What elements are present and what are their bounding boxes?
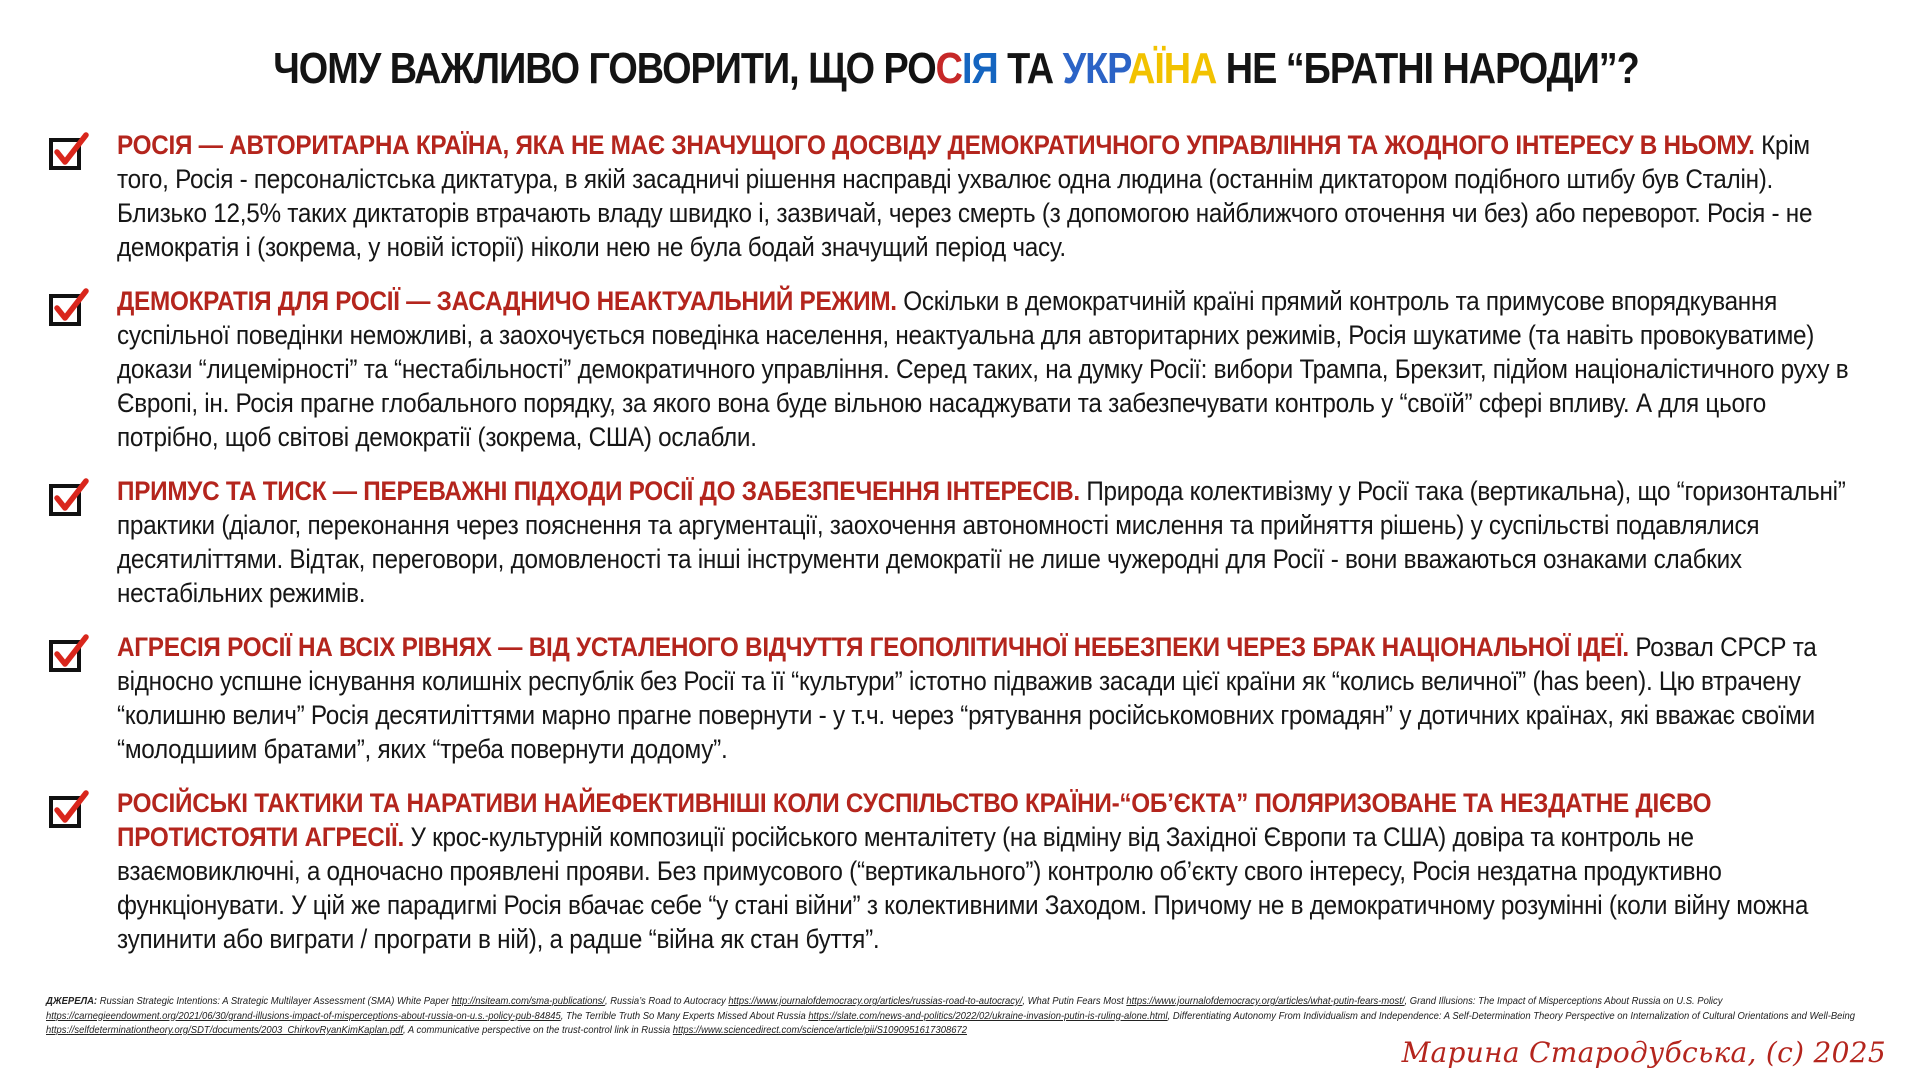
- point-body: Природа колективізму у Росії така (вертикальна), що “горизонтальні” практики (діалог, переконання через пояснення та аргументації, заохочення автономності мислення та прийняття рішень) у суспільстві подавлялися десятиліттями. Відтак, переговори, домовленості та інші інструменти демократії не лише чужеродні для Росії - вони вважаються ознаками слабких нестабільних режимів.: [117, 476, 1846, 608]
- point-item: [0, 128, 1912, 264]
- title-russia-part-a: РО: [883, 44, 936, 93]
- point-text: [117, 630, 1868, 766]
- source-title: , Russia’s Road to Autocracy: [604, 995, 729, 1007]
- source-title: , A communicative perspective on the trust-control link in Russia: [403, 1024, 673, 1036]
- point-body: Оскільки в демократчиній країні прямий контроль та примусове впорядкування суспільної поведінки неможливі, а заохочується поведінка населення, неактуальна для авторитарних режимів, Росія шукатиме (та навіть провокуватиме) докази “лицемірності” та “нестабільності” демократичного управління. Серед таких, на думку Росії: вибори Трампа, Брекзит, підйом націоналістичного руху в Європі, ін. Росія прагне глобального порядку, за якого вона буде вільною насаджувати та забезпечувати контроль у “своїй” сфері впливу. А для цього потрібно, щоб світові демократії (зокрема, США) ослабли.: [117, 286, 1849, 452]
- source-title: , What Putin Fears Most: [1022, 995, 1127, 1007]
- point-text: [117, 128, 1868, 264]
- checkbox-checked-icon: [48, 288, 90, 330]
- checkbox-checked-icon: [48, 634, 90, 676]
- title-part-3: НЕ “БРАТНІ НАРОДИ”?: [1216, 44, 1639, 93]
- point-item: [0, 630, 1912, 766]
- title-part-2: ТА: [997, 44, 1063, 93]
- checkbox-checked-icon: [48, 478, 90, 520]
- point-body: У крос-культурній композиції російського менталітету (на відміну від Західної Європи та США) довіра та контроль не взаємовиключні, а одночасно проявлені прояви. Без примусового (“вертикального”) контролю об’єкту свого інтересу, Росія нездатна продуктивно функціонувати. У цій же парадигмі Росія вбачає себе “у стані війни” з колективними Заходом. Причому не в демократичному розумінні (коли війну можна зупинити або виграти / програти в ній), а радше “війна як стан буття”.: [117, 822, 1809, 954]
- point-text: [117, 786, 1868, 956]
- source-title: , Grand Illusions: The Impact of Misperceptions About Russia on U.S. Policy: [1404, 995, 1723, 1007]
- title-russia-part-b: С: [935, 44, 962, 93]
- source-link[interactable]: https://slate.com/news-and-politics/2022/02/ukraine-invasion-putin-is-ruling-alone.html: [808, 1009, 1168, 1022]
- point-heading: ПРИМУС ТА ТИСК — ПЕРЕВАЖНІ ПІДХОДИ РОСІЇ ДО ЗАБЕЗПЕЧЕННЯ ІНТЕРЕСІВ.: [117, 476, 1080, 506]
- source-link[interactable]: https://www.journalofdemocracy.org/articles/russias-road-to-autocracy/: [728, 995, 1023, 1007]
- point-heading: ДЕМОКРАТІЯ ДЛЯ РОСІЇ — ЗАСАДНИЧО НЕАКТУАЛЬНИЙ РЕЖИМ.: [117, 286, 897, 316]
- sources-block: [46, 994, 1891, 1038]
- title-russia-part-c: ІЯ: [961, 44, 998, 93]
- checkbox-checked-icon: [48, 790, 90, 832]
- source-title: Russian Strategic Intentions: A Strategic Multilayer Assessment (SMA) White Paper: [97, 995, 452, 1007]
- point-item: [0, 474, 1912, 610]
- source-link[interactable]: http://nsiteam.com/sma-publications/: [451, 995, 605, 1007]
- page-title: [134, 44, 1778, 94]
- title-part-1: ЧОМУ ВАЖЛИВО ГОВОРИТИ, ЩО: [273, 44, 884, 93]
- source-title: , Differentiating Autonomy From Individualism and Independence: A Self-Determination Theory Perspective on Internalization of Cultural Orientations and Well-Being: [1167, 1009, 1856, 1022]
- point-body: Розвал СРСР та відносно успшне існування колишніх республік без Росії та її “культури” істотно підважив засади цієї країни як “колись величної” (has been). Цю втрачену “колишню велич” Росія десятиліттями марно прагне повернути - у т.ч. через “рятування російськомовних громадян” у дотичних країнах, які вважає своїми “молодшиим братами”, яких “треба повернути додому”.: [117, 632, 1817, 764]
- source-link[interactable]: https://carnegieendowment.org/2021/06/30/grand-illusions-impact-of-misperceptions-about-russia-on-u.s.-policy-pub-84845: [46, 1009, 561, 1022]
- point-heading: АГРЕСІЯ РОСІЇ НА ВСІХ РІВНЯХ — ВІД УСТАЛЕНОГО ВІДЧУТТЯ ГЕОПОЛІТИЧНОЇ НЕБЕЗПЕКИ ЧЕРЕЗ БРАК НАЦІОНАЛЬНОЇ ІДЕЇ.: [117, 632, 1629, 662]
- source-link[interactable]: https://www.journalofdemocracy.org/articles/what-putin-fears-most/: [1126, 995, 1405, 1007]
- point-heading: РОСІЙСЬКІ ТАКТИКИ ТА НАРАТИВИ НАЙЕФЕКТИВНІШІ КОЛИ СУСПІЛЬСТВО КРАЇНИ-“ОБ’ЄКТА” ПОЛЯРИЗОВАНЕ ТА НЕЗДАТНЕ ДІЄВО ПРОТИСТОЯТИ АГРЕСІЇ.: [117, 788, 1712, 852]
- point-heading: РОСІЯ — АВТОРИТАРНА КРАЇНА, ЯКА НЕ МАЄ ЗНАЧУЩОГО ДОСВІДУ ДЕМОКРАТИЧНОГО УПРАВЛІННЯ ТА ЖОДНОГО ІНТЕРЕСУ В НЬОМУ.: [117, 130, 1755, 160]
- author-signature: Марина Стародубська, (с) 2025: [1401, 1036, 1886, 1069]
- point-text: [117, 284, 1868, 454]
- point-text: [117, 474, 1868, 610]
- sources-label: ДЖЕРЕЛА:: [46, 995, 98, 1007]
- title-ukraine-part-b: АЇНА: [1128, 44, 1217, 93]
- point-item: [0, 786, 1912, 956]
- title-ukraine-part-a: УКР: [1062, 44, 1129, 93]
- points-list: [0, 128, 1912, 976]
- point-item: [0, 284, 1912, 454]
- checkbox-checked-icon: [48, 132, 90, 174]
- source-link[interactable]: https://selfdeterminationtheory.org/SDT/documents/2003_ChirkovRyanKimKaplan.pdf: [46, 1024, 404, 1036]
- source-link[interactable]: https://www.sciencedirect.com/science/article/pii/S1090951617308672: [672, 1024, 967, 1036]
- point-body: Крім того, Росія - персоналістська диктатура, в якій засадничі рішення насправді ухвалює одна людина (останнім диктатором подібного штибу був Сталін). Близько 12,5% таких диктаторів втрачають владу швидко і, зазвичай, через смерть (з допомогою найближчого оточення чи без) або переворот. Росія - не демократія і (зокрема, у новій історії) ніколи нею не була бодай значущий період часу.: [117, 130, 1813, 262]
- source-title: , The Terrible Truth So Many Experts Missed About Russia: [560, 1009, 809, 1022]
